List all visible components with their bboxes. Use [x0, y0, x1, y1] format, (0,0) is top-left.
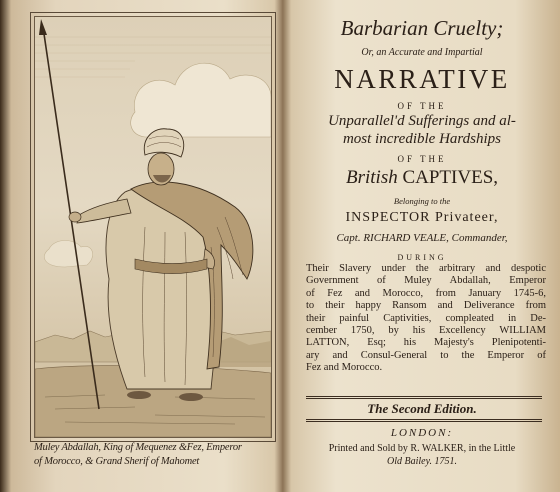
body-line: their painful Captivities, compleated in De- — [306, 312, 546, 324]
british-captives-line — [284, 167, 560, 189]
title-page — [284, 0, 560, 492]
body-line: LATTON, Esq; his Majesty's Plenipotenti- — [306, 337, 546, 349]
edition-line: The Second Edition. — [367, 401, 477, 416]
edition-rule-top-inner — [306, 398, 542, 399]
body-line: Their Slavery under the arbitrary and despotic — [306, 263, 546, 274]
captives-word: CAPTIVES, — [402, 167, 499, 188]
privateer-line: INSPECTOR Privateer, — [345, 210, 499, 225]
body-line: Fez and Morocco. — [306, 362, 383, 374]
of-the-line-2: OF THE — [397, 154, 447, 164]
engraving-plate — [34, 16, 272, 438]
imprint-city: LONDON: — [390, 427, 454, 439]
body-line: ary and Consul-General to the Emperor of — [306, 349, 546, 361]
engraving-plate-frame — [30, 12, 276, 442]
during-line: DURING — [397, 253, 447, 262]
subtitle-line: Or, an Accurate and Impartial — [361, 47, 483, 58]
body-line: Government of Muley Abdallah, Emperor — [306, 275, 546, 287]
imprint-line-1: Printed and Sold by R. WALKER, in the Little — [328, 443, 516, 454]
title-page-body — [306, 263, 546, 375]
belonging-line: Belonging to the — [393, 196, 451, 206]
frontispiece-engraving — [35, 17, 271, 437]
sufferings-line-1: Unparallel'd Sufferings and al- — [328, 113, 516, 129]
captain-line: Capt. RICHARD VEALE, Commander, — [336, 232, 508, 244]
edition-rule-bottom-inner — [306, 421, 542, 422]
book-title: Barbarian Cruelty; — [340, 16, 504, 40]
body-line: of Fez and Morocco, from January 1745-6, — [306, 287, 546, 299]
imprint-line-2: Old Bailey. 1751. — [387, 456, 457, 467]
plate-caption-line-1: Muley Abdallah, King of Mequenez &Fez, Emperor — [34, 442, 242, 453]
body-line: cember 1750, by his Excellency WILLIAM — [306, 325, 546, 337]
plate-caption-line-2: of Morocco, & Grand Sherif of Mahomet — [34, 456, 200, 467]
of-the-line-1: OF THE — [397, 101, 447, 111]
narrative-heading: NARRATIVE — [334, 64, 510, 94]
body-line: to their happy Ransom and Deliverance from — [306, 300, 546, 312]
sufferings-line-2: most incredible Hardships — [342, 131, 502, 147]
british-word: British — [345, 167, 398, 188]
